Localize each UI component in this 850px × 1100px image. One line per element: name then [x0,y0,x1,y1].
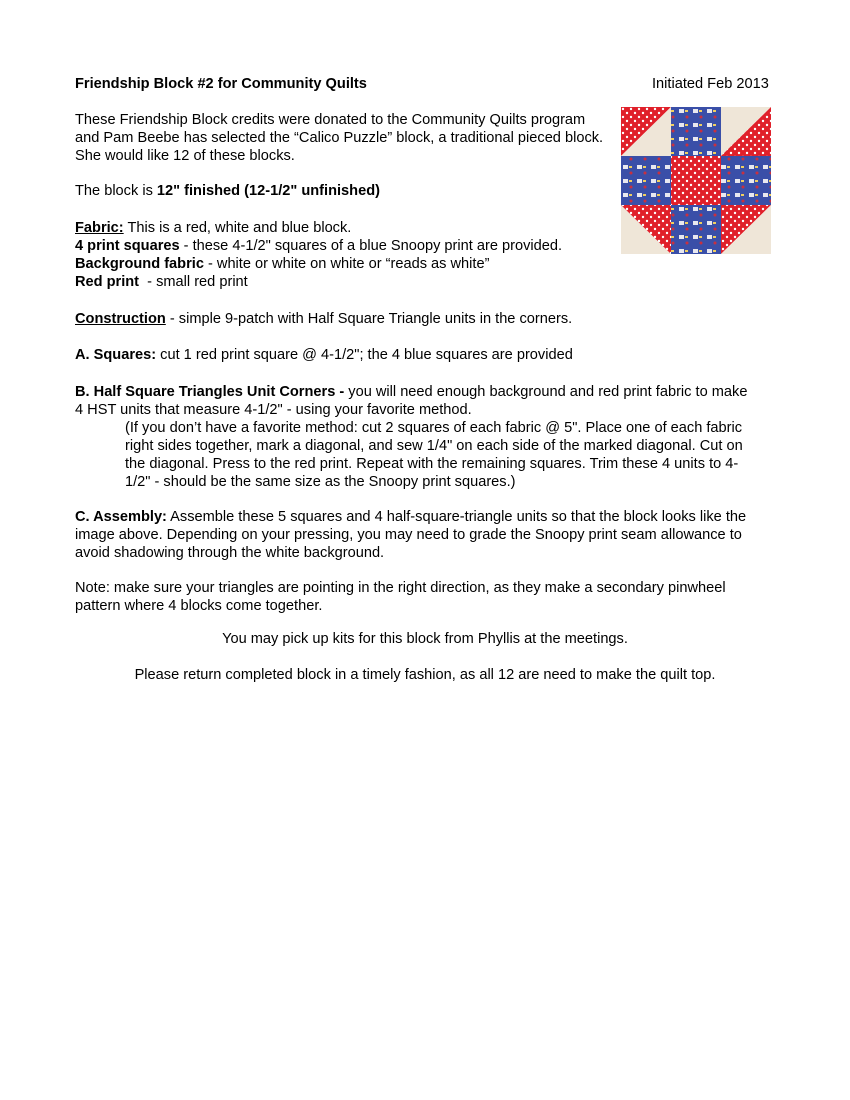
step-b-note-line: 1/2" - should be the same size as the Snoopy print squares.) [125,474,516,490]
step-b-line: 4 HST units that measure 4-1/2" - using your favorite method. [75,402,472,418]
initiated-date: Initiated Feb 2013 [652,76,769,92]
step-b-note-line: the diagonal. Press to the red print. Repeat with the remaining squares. Trim these 4 units to 4- [125,456,739,472]
step-b-note-line: right sides together, mark a diagonal, and sew 1/4" on each side of the marked diagonal. Cut on [125,438,743,454]
step-c-label: C. Assembly: [75,509,167,525]
fabric-section [75,219,775,291]
red-print-label: Red print [75,274,140,290]
intro-paragraph [75,111,775,165]
note-paragraph [75,579,775,615]
print-squares-label: 4 print squares [75,238,180,254]
construction-label: Construction [75,311,166,327]
intro-line: She would like 12 of these blocks. [75,148,295,164]
background-fabric-label: Background fabric [75,256,204,272]
block-size [75,182,775,200]
print-squares-text: - these 4-1/2" squares of a blue Snoopy print are provided. [179,238,563,254]
step-b [75,383,775,491]
step-a-label: A. Squares: [75,347,157,363]
kits-notice: You may pick up kits for this block from Phyllis at the meetings. [222,631,628,647]
step-b-label: B. Half Square Triangles Unit Corners - [75,384,345,400]
step-a [75,346,775,364]
red-print-text: - small red print [139,274,248,290]
note-line: pattern where 4 blocks come together. [75,598,323,614]
step-b-note-line: (If you don’t have a favorite method: cut 2 squares of each fabric @ 5". Place one of each fabric [125,420,743,436]
step-c-line: image above. Depending on your pressing, you may need to grade the Snoopy print seam allowance to [75,527,742,543]
step-c [75,508,775,562]
block-size-prefix: The block is [75,183,157,199]
intro-line: and Pam Beebe has selected the “Calico Puzzle” block, a traditional pieced block. [75,130,604,146]
note-line: Note: make sure your triangles are pointing in the right direction, as they make a secondary pinwheel [75,580,726,596]
fabric-text: This is a red, white and blue block. [123,220,352,236]
step-a-text: cut 1 red print square @ 4-1/2"; the 4 blue squares are provided [156,347,573,363]
step-c-text: Assemble these 5 squares and 4 half-square-triangle units so that the block looks like the [166,509,747,525]
return-notice: Please return completed block in a timely fashion, as all 12 are need to make the quilt top. [134,667,716,683]
construction-text: - simple 9-patch with Half Square Triangle units in the corners. [165,311,573,327]
fabric-label: Fabric: [75,220,124,236]
construction-section [75,310,775,328]
block-size-value: 12" finished (12-1/2" unfinished) [156,183,380,199]
intro-line: These Friendship Block credits were donated to the Community Quilts program [75,112,586,128]
step-b-text: you will need enough background and red print fabric to make [344,384,748,400]
step-c-line: avoid shadowing through the white background. [75,545,385,561]
document-title: Friendship Block #2 for Community Quilts [75,76,367,92]
background-fabric-text: - white or white on white or “reads as white” [203,256,490,272]
